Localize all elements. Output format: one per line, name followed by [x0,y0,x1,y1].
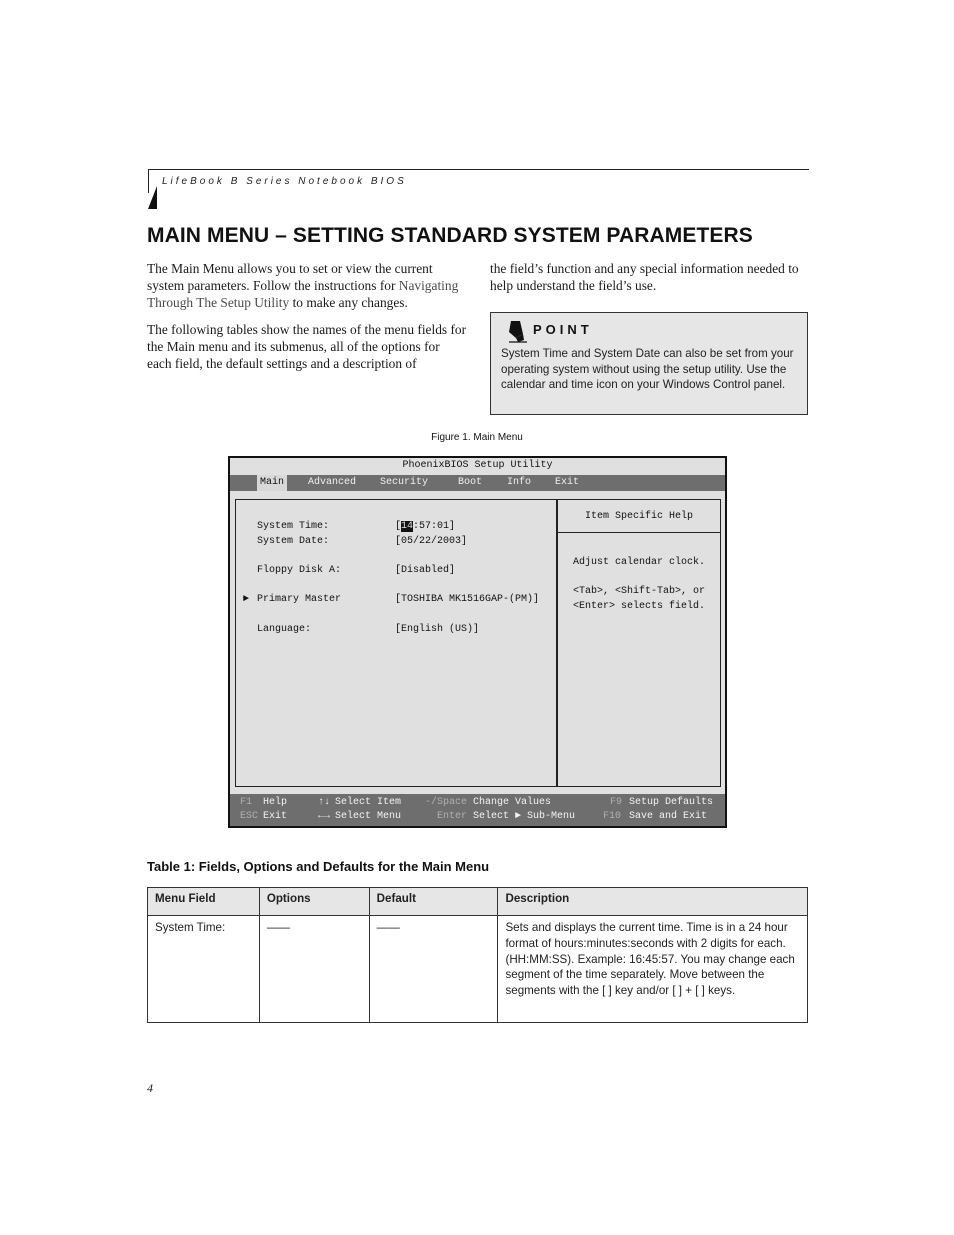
figure-caption: Figure 1. Main Menu [431,432,523,443]
intro-text-b: to make any changes. [289,295,408,311]
cell-description: Sets and displays the current time. Time is in a 24 hour format of hours:minutes:seconds with 2 digits for each. (HH:MM:SS). Example: 16:45:57. You may change each segment of the time separately. Move between the segments with the [ ] key and/or [ ] + [ ] keys. [498,916,808,1023]
time-cursor[interactable]: 14 [401,521,414,532]
table-header-row [148,888,808,916]
key-f1: F1 [240,797,253,808]
column-header: Menu Field [148,888,260,916]
key-arrows-updown-icon: ↑↓ [318,797,331,808]
key-desc: Help [263,797,288,808]
cell-default: —— [369,916,498,1023]
header-wedge-mark [148,186,157,209]
key-esc: ESC [240,811,259,822]
help-line: <Enter> selects field. [573,601,706,612]
fields-table [147,887,808,1023]
help-line: <Tab>, <Shift-Tab>, or [573,586,706,597]
tables-paragraph: The following tables show the names of the menu fields for the Main menu and its submenus, all of the options for each field, the default settings and a description of [147,321,467,372]
key-f10: F10 [603,811,622,822]
cell-options: —— [259,916,369,1023]
navigating-link[interactable]: Navigating Through The Setup Utility [147,278,459,311]
intro-paragraph [147,260,467,312]
key-f9: F9 [610,797,623,808]
point-text: System Time and System Date can also be set from your operating system without using the setup utility. Use the calendar and time icon on your Windows Control panel. [501,347,794,392]
body-column-left [147,260,467,381]
bios-footer [230,794,725,826]
key-desc: Exit [263,811,288,822]
field-label[interactable]: Primary Master [257,594,342,605]
running-header: LifeBook B Series Notebook BIOS [162,176,407,187]
column-header: Default [369,888,498,916]
key-enter: Enter [437,811,468,822]
body-column-right [490,260,808,303]
key-desc: Select Item [335,797,402,808]
help-line: Adjust calendar clock. [573,557,706,568]
cell-field: System Time: [148,916,260,1023]
bios-screen [228,456,727,828]
primary-master-value[interactable]: [TOSHIBA MK1516GAP-(PM)] [395,594,540,605]
column-header: Description [498,888,808,916]
bios-settings-panel [235,499,557,787]
submenu-arrow-icon: ► [243,594,250,605]
point-box [490,312,808,415]
page-number: 4 [147,1081,153,1095]
bracket-open: [ [395,521,402,532]
bios-title: PhoenixBIOS Setup Utility [402,460,553,471]
pen-icon [507,319,529,343]
field-label: System Date: [257,536,330,547]
tab-info[interactable]: Info [507,477,532,488]
table-row [148,916,808,1023]
tab-security[interactable]: Security [380,477,429,488]
key-desc: Select ► Sub-Menu [473,811,576,822]
help-divider [558,532,720,533]
table-caption: Table 1: Fields, Options and Defaults for the Main Menu [147,859,490,874]
language-value[interactable]: [English (US)] [395,624,480,635]
field-label: System Time: [257,521,330,532]
key-desc: Change Values [473,797,552,808]
key-desc: Setup Defaults [629,797,714,808]
field-label: Floppy Disk A: [257,565,342,576]
key-desc: Save and Exit [629,811,708,822]
key-desc: Select Menu [335,811,402,822]
point-label: POINT [533,322,593,337]
system-time-value[interactable] [395,521,455,532]
tab-advanced[interactable]: Advanced [308,477,357,488]
tab-main[interactable]: Main [257,475,287,491]
floppy-value[interactable]: [Disabled] [395,565,456,576]
system-date-value[interactable]: [05/22/2003] [395,536,468,547]
header-rule [149,169,809,170]
section-title: MAIN MENU – SETTING STANDARD SYSTEM PARAMETERS [147,224,753,247]
tab-boot[interactable]: Boot [458,477,483,488]
tab-exit[interactable]: Exit [555,477,580,488]
time-rest: :57:01] [413,521,456,532]
help-title: Item Specific Help [584,511,694,522]
continued-paragraph: the field’s function and any special information needed to help understand the field’s use. [490,261,799,294]
bios-menu-bar [230,475,725,491]
field-label: Language: [257,624,312,635]
column-header: Options [259,888,369,916]
key-minus-space: -/Space [425,797,468,808]
intro-text-a: The Main Menu allows you to set or view the current system parameters. Follow the instructions for [147,261,433,294]
key-arrows-leftright-icon: ←→ [318,811,331,822]
bios-help-panel [557,499,721,787]
